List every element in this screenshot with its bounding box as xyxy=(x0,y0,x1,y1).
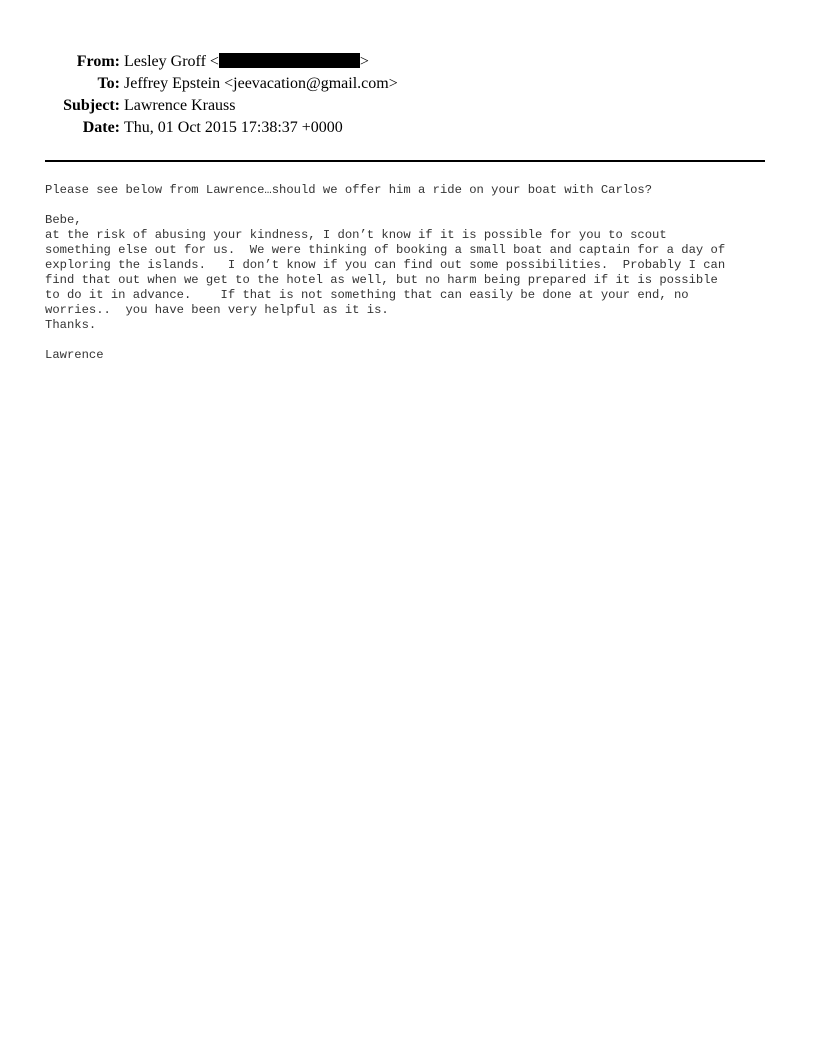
header-divider xyxy=(45,160,765,162)
from-row xyxy=(0,51,816,73)
date-value: Thu, 01 Oct 2015 17:38:37 +0000 xyxy=(124,119,343,136)
body-line: to do it in advance. If that is not something that can easily be done at your end, no xyxy=(45,288,689,302)
subject-label: Subject: xyxy=(63,97,120,114)
from-value xyxy=(124,51,369,73)
from-name: Lesley Groff < xyxy=(124,53,219,70)
blank-line xyxy=(45,333,785,348)
subject-row xyxy=(0,95,816,117)
body-line: worries.. you have been very helpful as it is. xyxy=(45,303,389,317)
from-suffix: > xyxy=(359,53,369,70)
body-signature: Lawrence xyxy=(45,348,104,362)
body-line: find that out when we get to the hotel as well, but no harm being prepared if it is possible xyxy=(45,273,718,287)
email-body xyxy=(45,183,785,363)
body-intro: Please see below from Lawrence…should we offer him a ride on your boat with Carlos? xyxy=(45,183,653,197)
body-line: something else out for us. We were thinking of booking a small boat and captain for a day of xyxy=(45,243,726,257)
body-thanks: Thanks. xyxy=(45,318,97,332)
body-greeting: Bebe, xyxy=(45,213,82,227)
to-row xyxy=(0,73,816,95)
subject-value: Lawrence Krauss xyxy=(124,97,236,114)
to-value: Jeffrey Epstein <jeevacation@gmail.com> xyxy=(124,75,398,92)
redaction-block xyxy=(219,53,360,68)
from-label: From: xyxy=(76,53,120,70)
body-line: at the risk of abusing your kindness, I don’t know if it is possible for you to scout xyxy=(45,228,667,242)
blank-line xyxy=(45,198,785,213)
date-label: Date: xyxy=(82,119,120,136)
email-header xyxy=(0,51,816,139)
to-label: To: xyxy=(97,75,120,92)
body-line: exploring the islands. I don’t know if you can find out some possibilities. Probably I can xyxy=(45,258,726,272)
date-row xyxy=(0,117,816,139)
